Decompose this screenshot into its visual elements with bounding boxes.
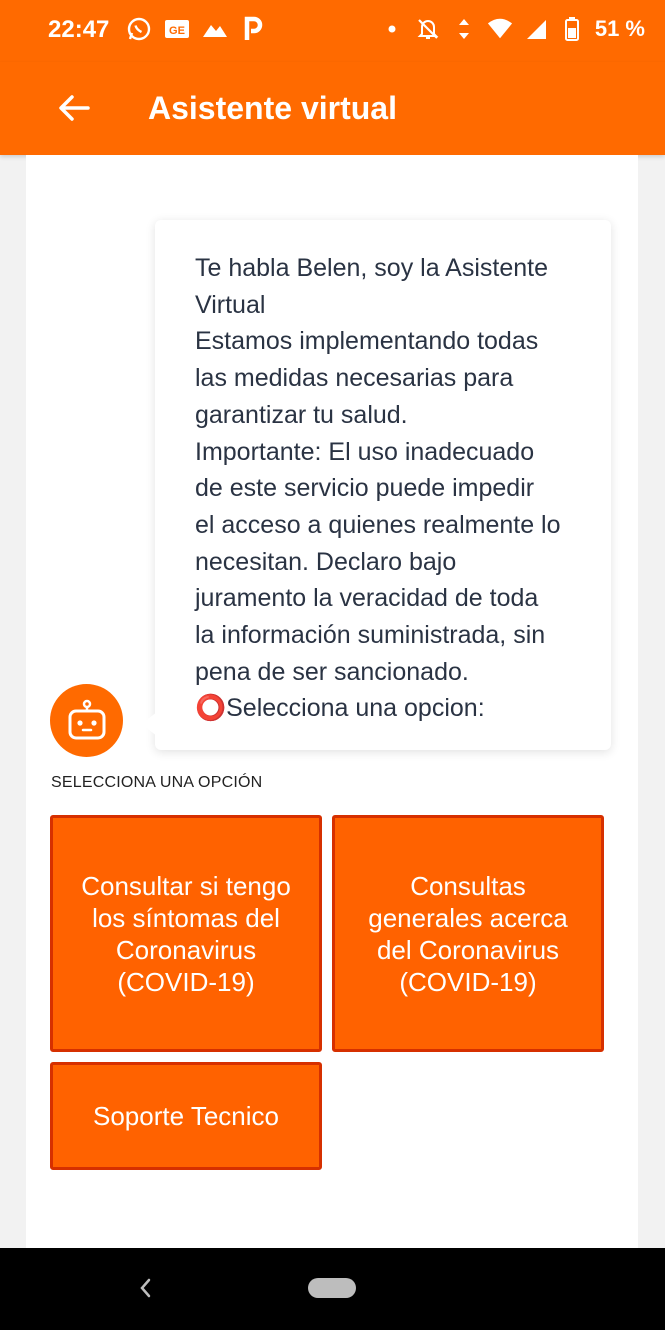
status-time: 22:47 <box>48 16 110 43</box>
chat-message-bubble <box>155 220 611 750</box>
option-label: Soporte Tecnico <box>93 1101 279 1131</box>
parking-icon <box>240 16 266 42</box>
status-right-icons <box>379 16 645 42</box>
options-label: SELECCIONA UNA OPCIÓN <box>51 774 263 791</box>
status-left-icons <box>126 16 266 42</box>
mute-bell-icon <box>415 16 441 42</box>
option-tech-support-button[interactable] <box>50 1062 322 1170</box>
whatsapp-icon <box>126 16 152 42</box>
status-bar <box>0 0 665 62</box>
option-general-questions-button[interactable] <box>332 815 604 1052</box>
mountain-icon <box>202 16 228 42</box>
chevron-left-icon <box>138 1277 152 1299</box>
battery-percent: 51 % <box>594 16 645 41</box>
chat-message-text: Te habla Belen, soy la Asistente Virtual Estamos implementando todas las medidas necesarias para garantizar tu salud. Importante: El uso inadecuado de este servicio puede impedir el acceso a quienes realmente lo necesitan. Declaro bajo juramento la veracidad de toda la información suministrada, sin pena de ser sancionado. ⭕Selecciona una opcion: <box>195 254 561 723</box>
dot-icon <box>379 16 405 42</box>
bubble-tail <box>141 712 157 736</box>
nav-home-button[interactable] <box>308 1278 356 1298</box>
avatar <box>50 684 123 757</box>
data-arrows-icon <box>451 16 477 42</box>
wifi-icon <box>487 16 513 42</box>
option-label: Consultas generales acerca del Coronavirus (COVID-19) <box>368 870 568 997</box>
back-button[interactable] <box>52 86 96 130</box>
arrow-left-icon <box>58 94 90 122</box>
battery-icon <box>559 16 585 42</box>
option-symptoms-button[interactable] <box>50 815 322 1052</box>
page-title: Asistente virtual <box>148 90 397 126</box>
nav-back-button[interactable] <box>130 1270 160 1306</box>
svg-text:GE: GE <box>169 25 185 37</box>
signal-icon <box>523 16 549 42</box>
robot-icon <box>65 699 109 743</box>
gmail-icon <box>164 16 190 42</box>
navigation-bar <box>0 1248 665 1330</box>
app-bar <box>0 62 665 155</box>
option-label: Consultar si tengo los síntomas del Coronavirus (COVID-19) <box>81 870 291 997</box>
